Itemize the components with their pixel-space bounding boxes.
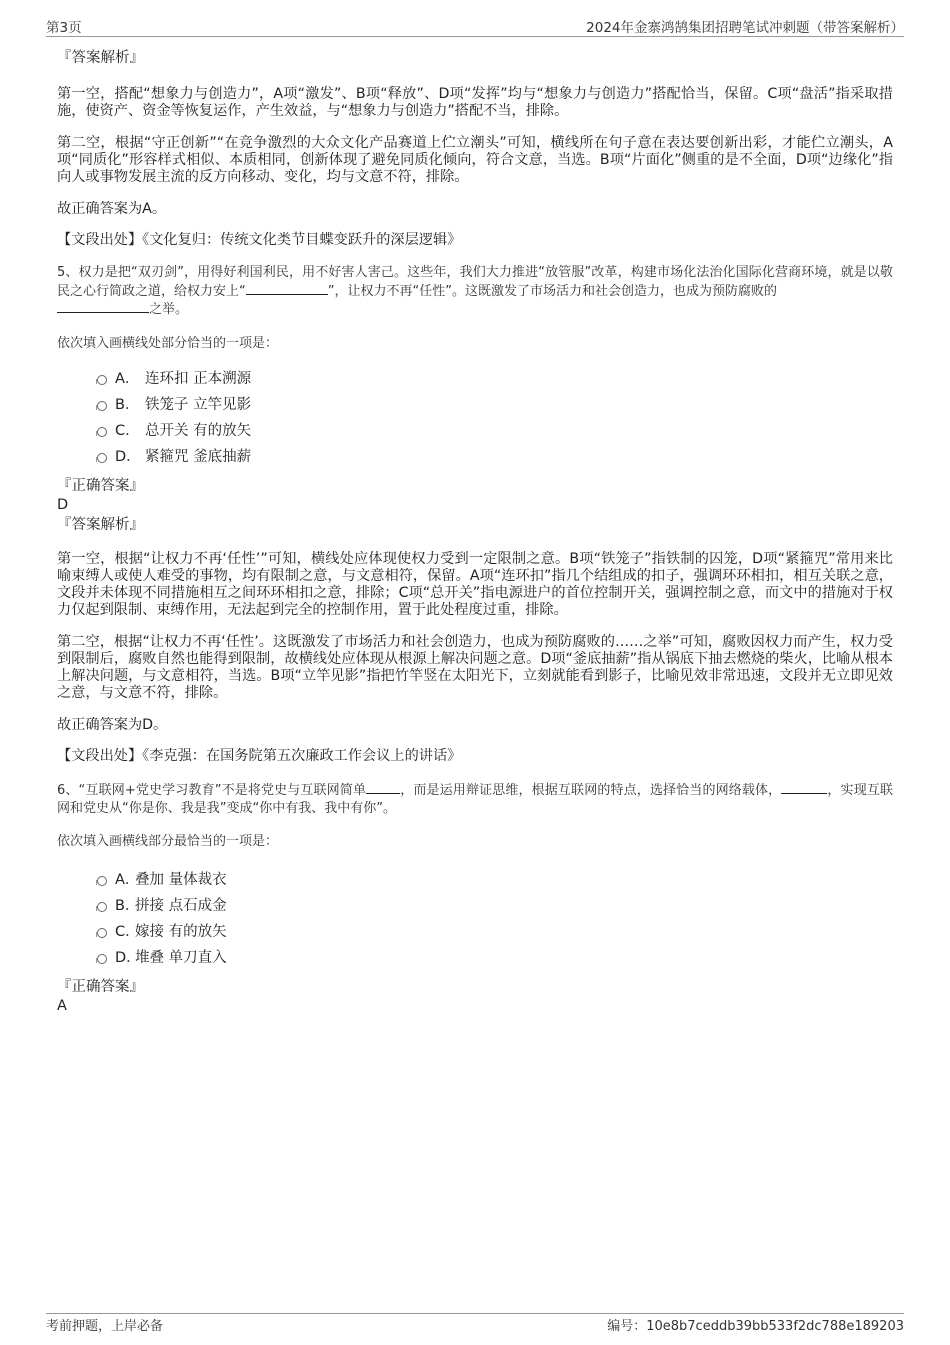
option-text: 总开关 有的放矢 bbox=[145, 423, 252, 439]
analysis-paragraph: 第二空，根据“让权力不再‘任性’。这既激发了市场活力和社会创造力，也成为预防腐败的……之举”可知，腐败因权力而产生，权力受到限制后，腐败自然也能得到限制，故横线处应体现从根源上解决问题之意。D项“釜底抽薪”指从锅底下抽去燃烧的柴火，比喻从根本上解决问题，与文意相符，当选。B项“立竿见影”指把竹竿竖在太阳光下，立刻就能看到影子，比喻见效非常迅速，文段并无立即见效之意，与文意不符，排除。 bbox=[57, 634, 893, 701]
option-letter: B． bbox=[115, 397, 140, 413]
option-text: 拼接 点石成金 bbox=[135, 897, 227, 914]
radio-button[interactable] bbox=[97, 453, 107, 463]
option-text: 紧箍咒 釜底抽薪 bbox=[145, 449, 252, 465]
options-list bbox=[57, 867, 893, 971]
radio-button[interactable] bbox=[97, 902, 107, 912]
correct-answer-label: 『正确答案』 bbox=[57, 978, 144, 995]
question-stem bbox=[57, 781, 893, 817]
fill-blank bbox=[57, 300, 149, 313]
question-prompt: 依次填入画横线处部分恰当的一项是： bbox=[57, 335, 279, 351]
fill-blank bbox=[781, 781, 827, 794]
footer-slogan: 考前押题，上岸必备 bbox=[46, 1319, 164, 1334]
option-letter: C． bbox=[115, 423, 140, 439]
fill-blank bbox=[366, 781, 400, 794]
source-line bbox=[57, 748, 893, 765]
page-footer bbox=[46, 1313, 904, 1336]
option-b[interactable] bbox=[57, 893, 893, 919]
radio-button[interactable] bbox=[97, 954, 107, 964]
radio-button[interactable] bbox=[97, 375, 107, 385]
code-label: 编号： bbox=[607, 1319, 647, 1334]
correct-answer-label: 『正确答案』 bbox=[57, 478, 144, 494]
page-header bbox=[46, 14, 904, 37]
option-text: 堆叠 单刀直入 bbox=[135, 949, 227, 966]
option-d[interactable] bbox=[57, 945, 893, 971]
correct-answer: D bbox=[57, 497, 69, 513]
option-text: 嫁接 有的放矢 bbox=[135, 923, 227, 940]
option-text: 叠加 量体裁衣 bbox=[135, 871, 227, 888]
option-letter: B． bbox=[115, 897, 140, 914]
analysis-paragraph: 第二空，根据“守正创新”“在竞争激烈的大众文化产品赛道上伫立潮头”可知，横线所在句子意在表达要创新出彩，才能伫立潮头，A项“同质化”形容样式相似、本质相同，创新体现了避免同质化倾向，符合文意，当选。B项“片面化”侧重的是不全面，D项“边缘化”指向人或事物发展主流的反方向移动、变化，均与文意不符，排除。 bbox=[57, 135, 893, 185]
stem-text: 6、“互联网+党史学习教育”不是将党史与互联网简单 bbox=[57, 783, 367, 798]
option-d[interactable] bbox=[57, 444, 893, 470]
option-text: 连环扣 正本溯源 bbox=[145, 371, 252, 387]
option-a[interactable] bbox=[57, 867, 893, 893]
analysis-label: 『答案解析』 bbox=[57, 517, 144, 533]
page-number: 第3页 bbox=[46, 20, 82, 36]
code-value: 10e8b7ceddb39bb533f2dc788e189203 bbox=[646, 1319, 904, 1334]
source-title: 《李克强：在国务院第五次廉政工作会议上的讲话》 bbox=[142, 748, 462, 764]
source-title: 《文化复归：传统文化类节目蝶变跃升的深层逻辑》 bbox=[142, 232, 462, 248]
option-letter: A． bbox=[115, 371, 140, 387]
option-letter: C． bbox=[115, 923, 140, 940]
radio-button[interactable] bbox=[97, 427, 107, 437]
document-code bbox=[607, 1315, 904, 1334]
option-text: 铁笼子 立竿见影 bbox=[145, 397, 252, 413]
stem-text: 5、权力是把“双刃剑”，用得好利国利民，用不好害人害己。这些年，我们大力推进“放管服”改革，构建市场化法治化国际化营商环境，就是以敬民之心行简政之道，给权力安上“ bbox=[57, 265, 893, 299]
option-letter: D． bbox=[115, 949, 141, 966]
stem-text: ，实现互联网和党史从“你是你、我是我”变成“你中有我、我中有你”。 bbox=[57, 783, 893, 816]
options-list bbox=[57, 366, 893, 470]
document-title: 2024年金寨鸿鹄集团招聘笔试冲刺题（带答案解析） bbox=[586, 20, 904, 36]
option-letter: D． bbox=[115, 449, 141, 465]
correct-answer: A bbox=[57, 997, 67, 1014]
page-content bbox=[57, 40, 893, 1015]
stem-text: 之举。 bbox=[149, 302, 189, 317]
question-prompt: 依次填入画横线部分最恰当的一项是： bbox=[57, 834, 279, 849]
option-b[interactable] bbox=[57, 392, 893, 418]
radio-button[interactable] bbox=[97, 401, 107, 411]
stem-text: ，而是运用辩证思维，根据互联网的特点，选择恰当的网络载体， bbox=[400, 783, 782, 798]
conclusion: 故正确答案为A。 bbox=[57, 201, 167, 217]
option-letter: A． bbox=[115, 871, 140, 888]
option-a[interactable] bbox=[57, 366, 893, 392]
source-line bbox=[57, 232, 893, 249]
question-stem bbox=[57, 264, 893, 319]
conclusion: 故正确答案为D。 bbox=[57, 717, 168, 733]
fill-blank bbox=[246, 282, 328, 295]
analysis-paragraph: 第一空，根据“让权力不再‘任性’”可知，横线处应体现使权力受到一定限制之意。B项“铁笼子”指铁制的囚笼，D项“紧箍咒”常用来比喻束缚人或使人难受的事物，均有限制之意，与文意相符，保留。A项“连环扣”指几个结组成的扣子，强调环环相扣，相互关联之意，文段并未体现不同措施相互之间环环相扣之意，排除；C项“总开关”指电源进户的首位控制开关，强调控制之意，而文中的措施对于权力仅起到限制、束缚作用，无法起到完全的控制作用，置于此处程度过重，排除。 bbox=[57, 551, 893, 618]
option-c[interactable] bbox=[57, 418, 893, 444]
stem-text: ”，让权力不再“任性”。这既激发了市场活力和社会创造力，也成为预防腐败的 bbox=[327, 283, 777, 299]
radio-button[interactable] bbox=[97, 876, 107, 886]
option-c[interactable] bbox=[57, 919, 893, 945]
analysis-label: 『答案解析』 bbox=[57, 50, 144, 66]
radio-button[interactable] bbox=[97, 928, 107, 938]
analysis-paragraph: 第一空，搭配“想象力与创造力”，A项“激发”、B项“释放”、D项“发挥”均与“想象力与创造力”搭配恰当，保留。C项“盘活”指采取措施，使资产、资金等恢复运作，产生效益，与“想象力与创造力”搭配不当，排除。 bbox=[57, 86, 893, 119]
source-prefix: 【文段出处】 bbox=[57, 232, 143, 248]
source-prefix: 【文段出处】 bbox=[57, 748, 143, 764]
